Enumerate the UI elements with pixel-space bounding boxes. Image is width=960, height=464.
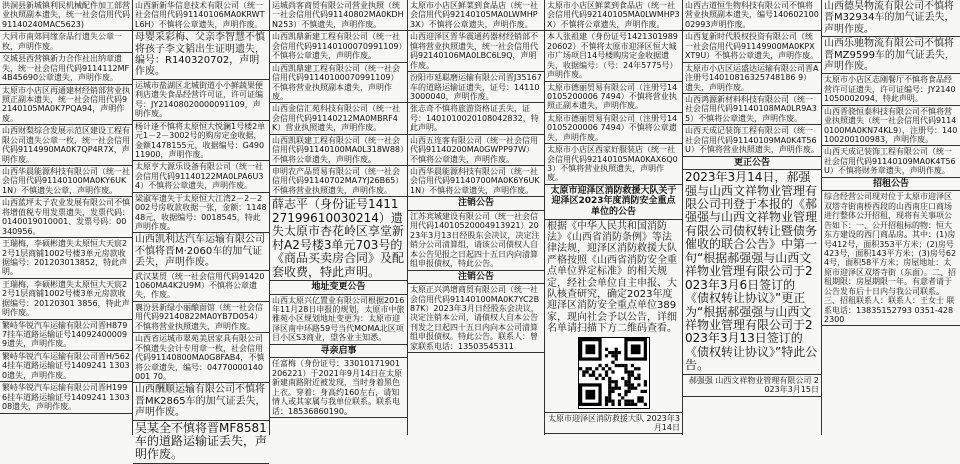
notice-text: 山西华晨能源科技有限公司（统一社会信用代码91140700MA0K6Y6UK1N）不慎将公章遗失，声明作废。 xyxy=(410,167,540,195)
notice-text: 武汉某贸（统一社会信用代码914201060MA4K2U9M）不慎将公章遗失，作废。 xyxy=(135,271,265,300)
notice-item xyxy=(822,191,960,326)
notice-item xyxy=(0,125,132,166)
notice-text: 太原市小店区西家好服装店（统一社会信用代码92140105MA0KAX6Q03）不慎将营业执照遗失，声明作废。 xyxy=(547,145,678,183)
notice-text: 繁峙华锐汽车运输有限公司晋H8797挂车道路运输证号140924000099遗失，声明作废。 xyxy=(2,320,128,349)
notice-item xyxy=(0,238,132,279)
notice-item xyxy=(133,0,269,31)
notice-item xyxy=(133,193,269,234)
notice-title xyxy=(683,157,821,171)
notice-text: 太原亨大源乐设备有限公司（统一社会信用代码91140122MA0LPA6U34）不慎将公章遗失，声明作废。 xyxy=(135,162,264,191)
notice-item xyxy=(683,170,821,375)
notice-title xyxy=(408,271,544,285)
notice-text: 太原市迎泽区消防救援大队 2023年3月14日 xyxy=(548,413,680,433)
notice-text: 山西金信汇苑科技有限公司（统一社会信用代码91140212MA0MBRF4K）营业执照遗失，声明作废。 xyxy=(272,104,400,133)
notice-text: 山西省运城市翠苑美居家具有限公司不慎遗失会计专用章一枚，社会信用代码91140800MA0G8FAB4，不慎将公章遗失，编号：04770000140001 70。 xyxy=(135,334,265,381)
notice-text: 薛志平（身份证号141127199610030214）遗失太原市杏花岭区享堂新村A2号楼3单元703号的《商品买卖房合同》及配套收费，特此声明。 xyxy=(272,197,405,279)
notice-item xyxy=(0,382,132,413)
notice-item xyxy=(0,197,132,238)
notice-item xyxy=(822,37,960,74)
column-3 xyxy=(270,0,408,435)
notice-item xyxy=(822,74,960,105)
notice-text: 山西晋骁恒泰科技有限公司不慎将营业执照遗失（统一社会信用代码91140100MA0KN74KL9），注册号：140100200100983，声明作废。 xyxy=(824,106,958,144)
notice-text: 山西蓝坪太子农业发展有限公司不慎将增值税专用发票遗失，发票代码：0140019010001、发票号码：00340956。 xyxy=(2,198,130,236)
notice-item xyxy=(133,233,269,270)
notice-text: 太原市德丽贸易有限公司（注册号140105200006 7494）不慎将营业执照正副本遗失，声明作废。 xyxy=(547,82,678,111)
notice-text: 山西凯鼎建工程有限公司（统一社会信用代码91140100070991109）不慎将营业执照副本遗失，声明作废。 xyxy=(272,63,400,101)
notice-item xyxy=(545,82,682,113)
notice-item xyxy=(270,166,407,197)
notice-text: 注销公告 xyxy=(457,198,494,209)
notice-item xyxy=(408,72,544,103)
notice-text: 王瑞梅，李硕彬遗失太原恒大天宸22号1层商铺1002号楼3单元房款收据编号：20120301 3856，特此声明作废。 xyxy=(2,279,130,318)
notice-text: 太原市小店区运盛达运输有限公司晋A注册号14010816325748186 9）遗失，声明作废。 xyxy=(685,63,819,92)
notice-item xyxy=(0,166,132,197)
notice-text: 山西五连客有限公司（统一社会信用代码91140200MA0GWPP97W）不慎将公章遗失，声明作废。 xyxy=(410,135,538,164)
notice-text: 张志奇不慎将旅游资格证丢失，证号：1401010020108042832，特此声明。 xyxy=(410,104,539,133)
notice-title xyxy=(545,185,682,220)
notice-item xyxy=(408,135,544,166)
notice-text: 本人张祖建（身份证号142130198920602）不慎将太原市迎泽区恒大城市广场项目14号楼购房定金收据遗失，收据编号：（号：24年5775号）声明作废。 xyxy=(547,32,678,80)
notice-text: 运城尚客商贸有限公司营业执照（统一社会信用代码91140802MA0KDHN253）不慎遗失，声明作废。 xyxy=(272,1,404,29)
column-7 xyxy=(822,0,960,435)
notice-title xyxy=(270,345,407,359)
notice-text: 洪洞县新城镇利民机械配件加工部营业执照副本遗失，统一社会信用代码91140240MAC5623) xyxy=(2,1,130,29)
notice-item xyxy=(408,0,544,31)
column-4 xyxy=(408,0,545,435)
notice-text: 更正公告 xyxy=(733,157,770,168)
notice-item xyxy=(408,211,544,271)
notice-text: 母婴采彩梅、父亲李智慧不慎将孩子李文韬出生证明遗失，编号：R140320702，声明作废。 xyxy=(135,32,265,78)
notice-item xyxy=(545,0,682,31)
notice-item xyxy=(683,63,821,94)
notice-text: 梁淑军遗失于太原恒大江湾2－2－2002号房收款收据一张，金额：114848元，收据编号：0018545，特此声明作废。 xyxy=(135,193,267,231)
notice-item xyxy=(270,0,407,31)
qr-code xyxy=(578,337,650,409)
notice-text: 太原市德丽贸易有限公司（注册号140105200006 7494）不慎将公章遗失，声明作废。 xyxy=(547,113,678,142)
notice-item xyxy=(0,351,132,382)
notice-item xyxy=(408,166,544,197)
notice-text: 汾阳市延聪磨运输有限公司晋J35167车的道路运输证遗失，证号：141103000040，声明作废。 xyxy=(410,73,542,101)
notice-text: 根据《中华人民共和国消防法》《山西省消防条例》等法律法规，迎泽区消防救援大队严格按照《山西省消防安全重点单位界定标准》的相关规定，经社会单位自主申报、大队核查研究，确定2023年度迎泽区消防安全重点单位389家，现向社会予以公告，详细名单请扫描下方二维码查看。 xyxy=(547,220,677,335)
notice-text: 山西天成记装饰工程有限公司（统一社会信用代码91140109MA0K4T56U）不慎将营业执照遗失，声明作废。 xyxy=(685,126,819,155)
column-6 xyxy=(683,0,822,435)
notice-text: 2023年3月14日，郝强强与山西文祥物业管理有限公司刊登于本报的《郝强强与山西文祥物业管理有限公司债权转让暨债务催收的联合公告》中第一句“根据郝强强与山西文祥物业管理有限公司于2023年3月6日签订的《债权转让协议》”更正为“根据郝强强与山西文祥物业管理有限公司于2023年3月13日签订的《债权转让协议》”特此公告。 xyxy=(685,170,818,373)
notice-text: 太原市小店区志刚餐厅不慎将食品经营许可证遗失，许可证编号：JY21401050002094，特此声明。 xyxy=(824,75,956,104)
notice-text: 郝强强 山西文祥物业管理有限公司 2023年3月15日 xyxy=(688,375,819,395)
notice-item xyxy=(270,295,407,345)
notice-title xyxy=(408,197,544,211)
notice-item xyxy=(133,121,269,162)
notice-text: 山西德昊物流有限公司不慎将晋M32934车的加气证丢失，声明作废。 xyxy=(824,1,955,35)
notice-text: 杨计逢不慎将太原恒大悦澜1号楼2单元1－2－3002号的购房定金收据，金额1478155元，收据编号：G49011900，声明作废。 xyxy=(135,121,266,159)
notice-text: 山西鸿源新材料科技有限公司（统一社会信用代码91140108MA0LR9A35）不慎将公章遗失，声明作废。 xyxy=(685,94,817,123)
notice-text: 太原市小店区再通建材经销部营业执照正副本遗失，统一社会信用代码92140105MA0K7PQA94，声明作废。 xyxy=(2,85,130,123)
column-1 xyxy=(0,0,133,435)
notice-text: 山西华晨能源科技有限公司（统一社会信用代码91140100MA0KY6UK1N）不慎遗失公章，声明作废。 xyxy=(2,167,130,195)
notice-item xyxy=(408,284,544,353)
notice-item xyxy=(0,85,132,126)
notice-item xyxy=(545,113,682,144)
notice-item xyxy=(133,271,269,302)
notice-text: 太原正兴鸿增商贸有限公司（统一社会信用代码91140100MA0K7YC2B87K）2023年3月日经股东会决议，决定注销本公司，请债权人自本公告刊发之日起四十五日内向本公司清算组申报债权。特此公告。联系人：曾家联系电话：13503545311 xyxy=(410,285,540,351)
column-2 xyxy=(133,0,270,462)
notice-item xyxy=(545,220,682,413)
notice-item xyxy=(822,146,960,177)
notice-text: 任富梅（身份证号：33010171901206221）于2021年9月14日在太原新建南路附近被发现，当时身着黑色上衣。穿着：身高约160左右，请知情人或其家属与我单位联系。联系电话：18536860190。 xyxy=(272,359,403,416)
notice-item xyxy=(270,197,407,281)
notice-text: 山西天成记装饰工程有限公司（统一社会信用代码91140109MA0K4T56U）不慎将财务章遗失，声明作废。 xyxy=(824,147,956,176)
notice-item xyxy=(133,333,269,383)
notice-item xyxy=(133,421,269,464)
notice-text: 招租公告 xyxy=(872,178,909,189)
notice-text: 山西乐驰物流有限公司不慎将晋MZ9599车的加气证丢失，声明作废。 xyxy=(824,38,955,72)
notice-item xyxy=(0,31,132,53)
notice-item xyxy=(408,103,544,134)
notice-item xyxy=(270,358,407,418)
notice-item xyxy=(683,125,821,156)
notice-text: 太原市小店区鲜菜到食品店（统一社会信用代码92140105MA0LWMHP3X）不慎将公章遗失，声明作废。 xyxy=(410,1,538,29)
notice-item xyxy=(0,53,132,84)
notice-text: 山西财梨综合发展示范区建设工程有限公司遗失公章一枚，统一社会信用代码9114990MA0K7QP4R7X，声明作废。 xyxy=(2,126,130,164)
notice-item xyxy=(270,31,407,62)
notice-text: 江苏宾城建设有限公司（统一社会信用代码14010520004913921）2023年3月13日经股东会决议，决定注销分公司清算组，请该公司债权人自本公告见报之日起四十五日内向清算组申报债权，特此公告。 xyxy=(410,211,540,269)
notice-item xyxy=(270,63,407,104)
notice-item xyxy=(0,320,132,351)
notice-text: 注销公告 xyxy=(457,271,494,282)
notice-text: 山西凯联建工程有限公司（统一社会信用代码91140100MA0L318W88）不慎将公章遗失，声明作废。 xyxy=(272,135,404,164)
notice-item xyxy=(545,413,682,435)
notice-text: 运城市盐湖区北城街道小小鲜蔬果便利店遗失食品经营许可证，许可证编号：JY21408020000091109，声明作废。 xyxy=(135,80,263,119)
notice-text: 山西酬顺运输有限公司不慎将晋MK2865车的加气证丢失，声明作废。 xyxy=(135,384,266,419)
notice-item xyxy=(133,31,269,80)
notice-title xyxy=(270,281,407,295)
column-5 xyxy=(545,0,683,435)
notice-item xyxy=(0,0,132,31)
notice-item xyxy=(133,161,269,192)
notice-text: 吴某全不慎将晋MF8581车的道路运输证丢失，声明作废。 xyxy=(135,420,268,462)
notice-text: 山西古道恒生物科技有限公司不慎将营业执照副本遗失，编号14060210002993声明作废。 xyxy=(685,1,819,29)
notice-text: 太原市小店区鲜菜到食品店（统一社会信用代码92140105MA0LWMHP3X）不慎将公章遗失，声明作废。 xyxy=(547,1,680,29)
notice-item xyxy=(822,0,960,37)
notice-text: 襄汾县新绿小丽酿面馆（统一社会信用代码92140822MA0YB7D054）不慎将营业执照遗失，声明作废。 xyxy=(135,302,263,331)
notice-item xyxy=(133,302,269,333)
notice-item xyxy=(683,31,821,62)
notice-text: 山西新新华信息技术有限公司（统一社会信用代码91140106MA0KRWTL6H）不慎将公章遗失，声明作废。 xyxy=(135,1,265,29)
notice-item xyxy=(270,135,407,166)
notice-text: 大同市南郊同缘奈品行遗失公章一枚，声明作废。 xyxy=(2,32,122,51)
notice-text: 王瑞梅，李硕彬遗失太原恒大天宸22号1层商铺1002号楼3单元房款收据编号：201203013852，特此声明。 xyxy=(2,239,128,277)
notice-item xyxy=(0,279,132,320)
notice-text: 山西凯利达汽车运输有限公司不慎将晋M·2060车的加气证丢失，声明作废。 xyxy=(135,234,265,269)
notice-text: 交城县西营镇新力合作社出纳章遗失，统一社会信用代码9114112MF4B45690公章遗失，声明作废。 xyxy=(2,54,130,83)
notice-item xyxy=(683,94,821,125)
notice-item xyxy=(270,103,407,134)
notice-text: 综合经营公司现对位于太原市迎泽区双塔寺街南桥西段的山西南庄口商场进行整体公开招租，现将有关事项公告如下：一、公开招租标的物：恒大东方建设的西门商品房。其中：(1)房号412号，面积353平方米；(2)房号423号，面积143平方米；(3)房号624号，面积58平方米；房屋地址：太原市迎泽区双塔寺街（东面）。二、招租期限：房屋期限一年。有意者请于公告发布后十日内与我公司联系。三、招租联系人：联系人：王女士 联系电话：13835152793 0351-4282300 xyxy=(824,192,957,325)
notice-text: 寻亲启事 xyxy=(320,345,357,356)
notice-text: 山西复新时代股权投资有限公司（统一社会信用代码91149900MA0KPXXT9U）不慎将公章遗失，声明作废。 xyxy=(685,32,819,61)
notice-item xyxy=(683,375,821,397)
notice-text: 繁峙华锐汽车运输有限公司晋H1996挂车道路运输证号1409241 130308遗失，声明作废。 xyxy=(2,383,130,412)
notice-item xyxy=(133,383,269,420)
notice-item xyxy=(408,31,544,72)
notice-item xyxy=(133,80,269,121)
notice-text: 山西迎泽区晋华震通药器材经销部不慎将营业执照遗失，统一社会信用代码92140106MA0LBC6L9Q，声明作废。 xyxy=(410,32,538,70)
notice-text: 太原市迎泽区消防救援大队关于迎泽区2023年度消防安全重点单位的公告 xyxy=(550,185,677,218)
notice-text: 山西太原兴亿置业有限公司根据2016年11月28日申报的规划，太原市中旅雅苑小区规划地址变更为：太原市迎泽区南中环路59号当代MOMA北区项目小区S3商业，望各业主知悉。 xyxy=(272,295,405,343)
notice-title xyxy=(822,178,960,192)
notice-text: 申明农产品贸易有限公司（统一社会信用代码91140702MA7YJ26B65）不慎将营业执照遗失，声明作废。 xyxy=(272,167,404,195)
notice-text: 山西凯鼎新建工程有限公司（统一社会信用代码91140100070991109）不慎将公章遗失，声明作废。 xyxy=(272,32,403,61)
notice-text: 繁峙华锐汽车运输有限公司晋H/5624挂车道路运输证号1409241 13030遗失，声明作废。 xyxy=(2,351,130,380)
notice-text: 地址变更公告 xyxy=(311,281,366,292)
notice-item xyxy=(822,106,960,147)
notice-item xyxy=(545,31,682,81)
notice-item xyxy=(683,0,821,31)
notice-item xyxy=(545,144,682,185)
